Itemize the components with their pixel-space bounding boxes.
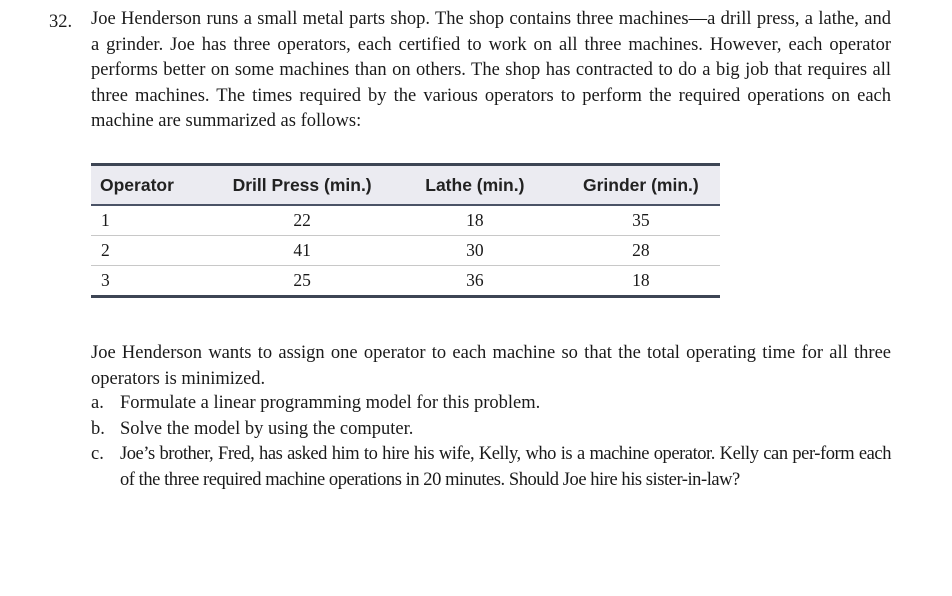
part-a: [91, 391, 891, 417]
cell-operator: 3: [91, 266, 216, 297]
table-row: [91, 236, 720, 266]
table-header: [91, 165, 720, 206]
header-grinder: Grinder (min.): [583, 174, 699, 195]
header-lathe: Lathe (min.): [425, 174, 525, 195]
part-c: [91, 442, 891, 493]
part-letter: c.: [91, 444, 104, 464]
cell-grinder: 35: [632, 210, 650, 230]
cell-drill-press: 22: [293, 210, 311, 230]
question-parts: [91, 391, 891, 493]
cell-drill-press: 41: [216, 236, 388, 266]
part-text: Joe’s brother, Fred, has asked him to hire his wife, Kelly, who is a machine operator. Kelly can per-form each of the three required machine operations in 20 minutes. Should Joe hire his sister-in-law?: [120, 444, 891, 490]
cell-operator: 2: [91, 236, 216, 266]
table-body: [91, 205, 720, 297]
cell-operator: 1: [101, 210, 110, 230]
cell-lathe: 18: [466, 210, 484, 230]
table-header-row: [91, 165, 720, 206]
part-b: [91, 417, 891, 443]
cell-grinder: 28: [562, 236, 720, 266]
cell-lathe: 30: [388, 236, 562, 266]
table-row: [91, 266, 720, 297]
part-letter: b.: [91, 418, 105, 439]
part-text: Formulate a linear programming model for this problem.: [120, 393, 541, 413]
operator-times-table: [91, 163, 720, 298]
header-operator: Operator: [100, 174, 174, 195]
problem-number: 32.: [49, 12, 73, 32]
cell-drill-press: 25: [216, 266, 388, 297]
table-row: [91, 205, 720, 236]
cell-lathe: 36: [388, 266, 562, 297]
part-letter: a.: [91, 393, 104, 413]
problem-statement: Joe Henderson runs a small metal parts shop. The shop contains three machines—a drill press, a lathe, and a grinder. Joe has three operators, each certified to work on all three machines. However, each operator performs better on some machines than on others. The shop has contracted to do a big job that requires all three machines. The times required by the various operators to perform the required operations on each machine are summarized as follows:: [91, 9, 891, 131]
followup-paragraph: Joe Henderson wants to assign one operator to each machine so that the total operating time for all three operators is minimized.: [91, 343, 891, 389]
part-text: Solve the model by using the computer.: [120, 418, 414, 439]
cell-grinder: 18: [562, 266, 720, 297]
header-drill-press: Drill Press (min.): [232, 174, 372, 195]
